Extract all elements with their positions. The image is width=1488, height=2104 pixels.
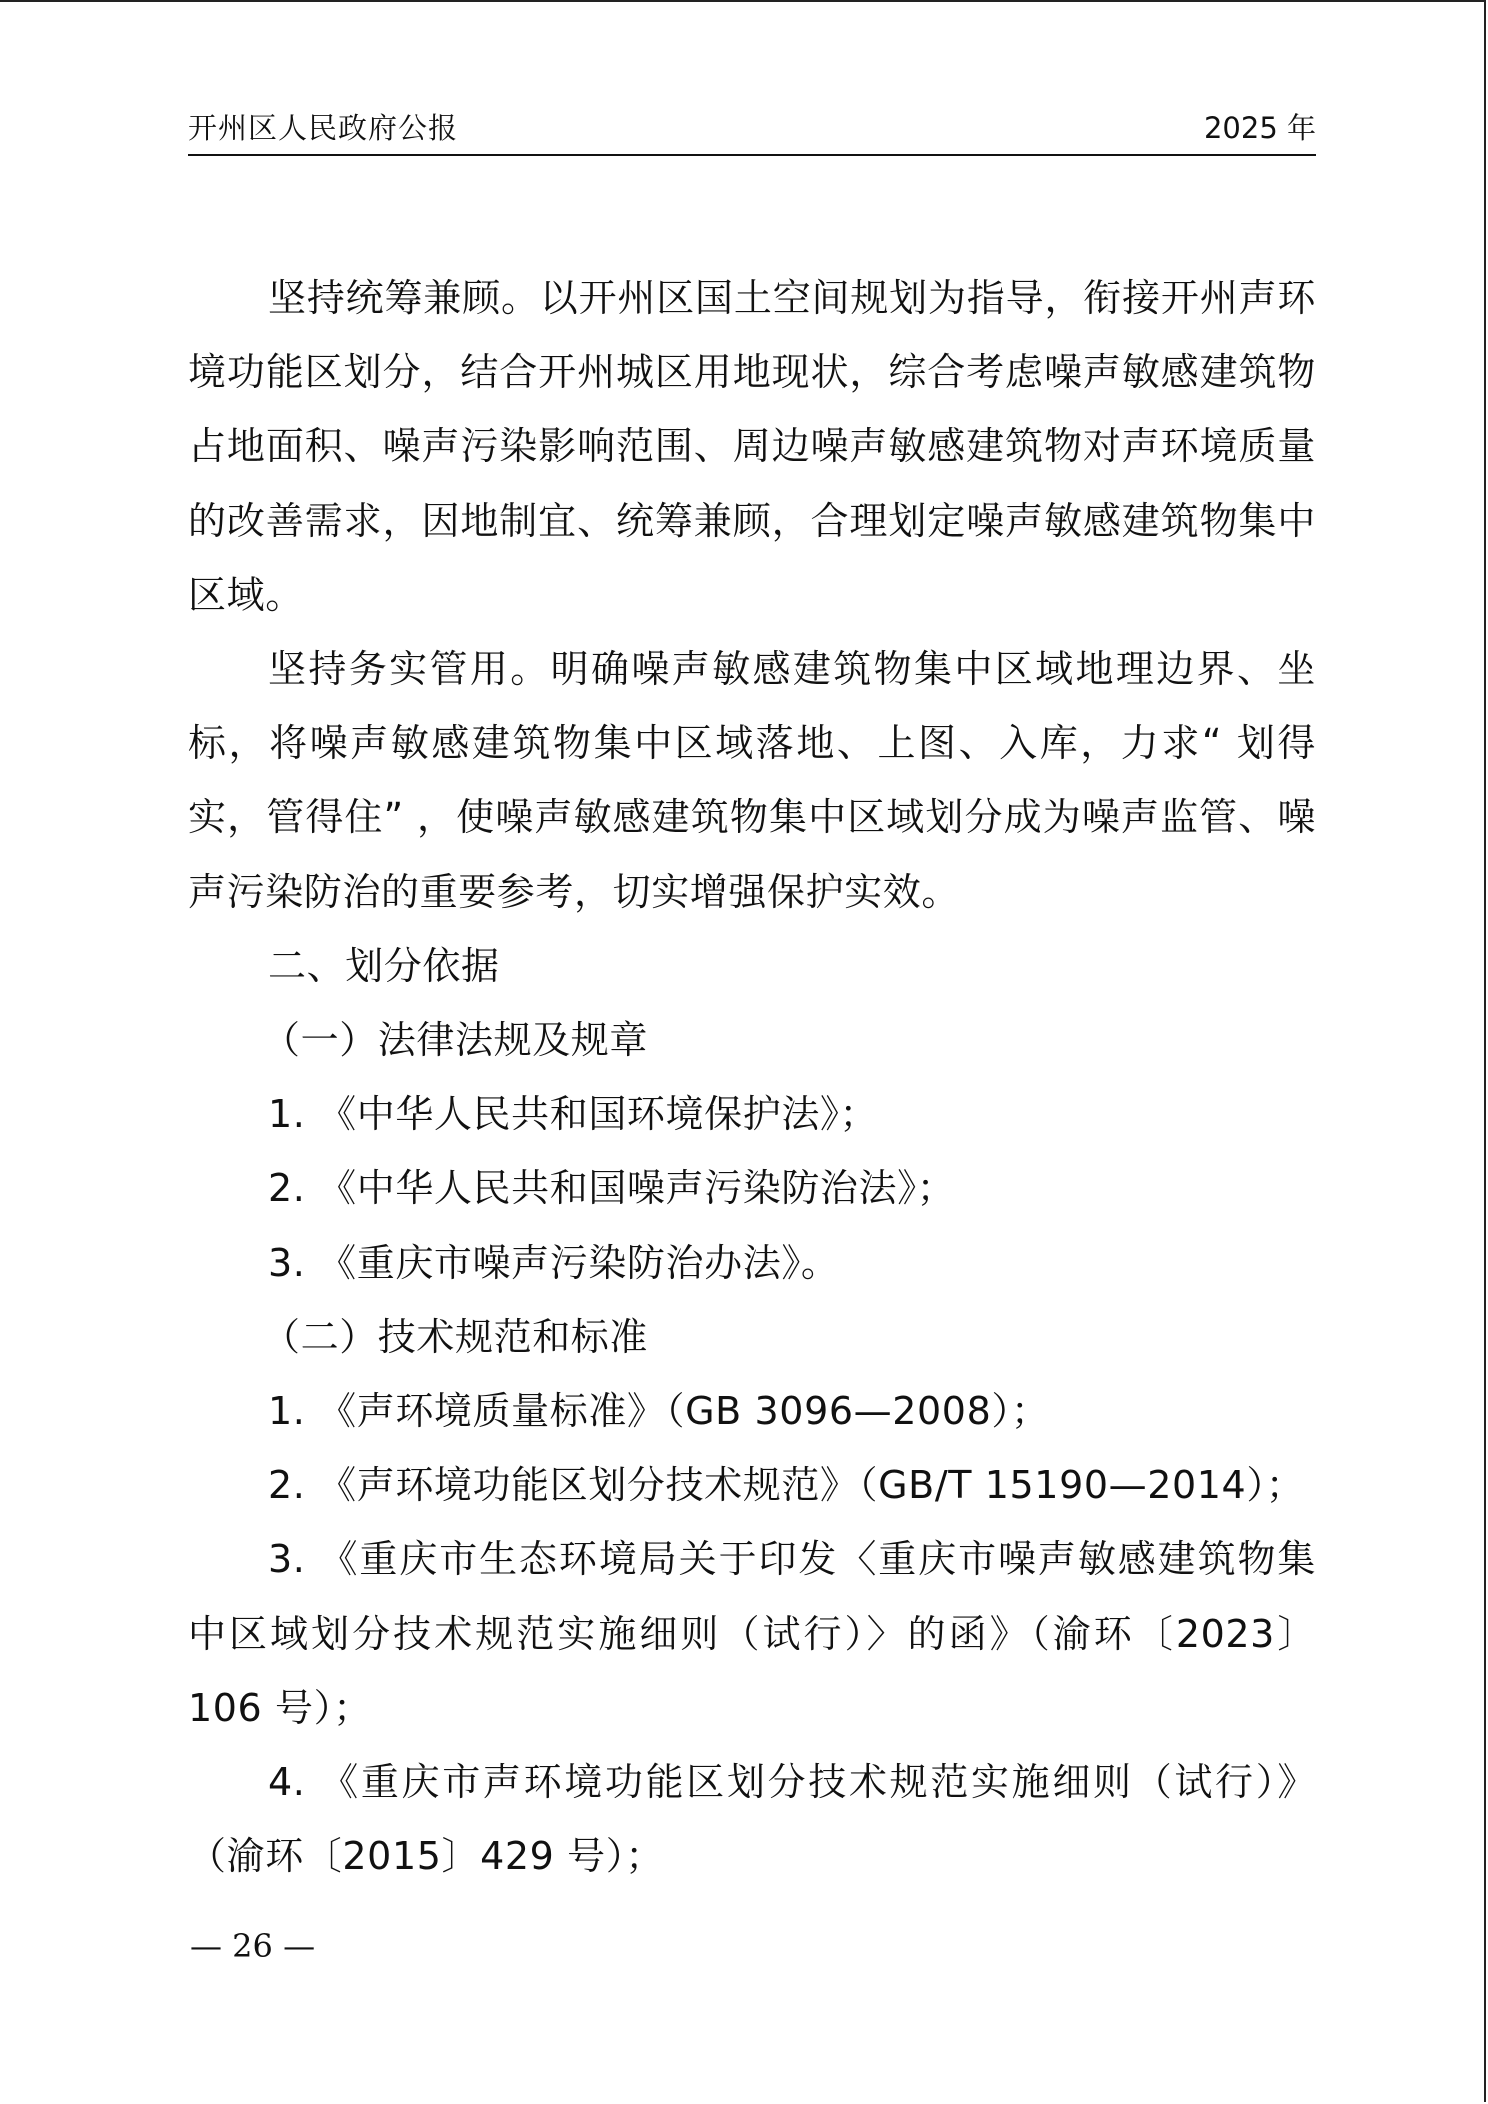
paragraph-practical-use: 坚持务实管用。明确噪声敏感建筑物集中区域地理边界、坐标，将噪声敏感建筑物集中区域落地、上图、入库，力求“ 划得实，管得住” ，使噪声敏感建筑物集中区域划分成为噪声监管、噪声污染防治的重要参考，切实增强保护实效。 [188, 647, 1316, 914]
page-number: — 26 — [190, 1927, 316, 1965]
list-item-standard-3: 3. 《重庆市生态环境局关于印发〈重庆市噪声敏感建筑物集中区域划分技术规范实施细则（试行）〉的函》（渝环〔2023〕106 号）； [188, 1537, 1316, 1730]
list-item-law-3: 3. 《重庆市噪声污染防治办法》。 [268, 1240, 840, 1285]
document-body [188, 261, 1316, 1893]
subsection-heading-laws: （一）法律法规及规章 [262, 1018, 649, 1063]
subsection-heading-standards: （二）技术规范和标准 [262, 1314, 649, 1359]
list-item-law-2: 2. 《中华人民共和国噪声污染防治法》； [268, 1166, 956, 1211]
list-item-standard-2: 2. 《声环境功能区划分技术规范》（GB/T 15190—2014）； [268, 1463, 1305, 1508]
section-heading-basis: 二、划分依据 [268, 943, 500, 988]
list-item-standard-4: 4. 《重庆市声环境功能区划分技术规范实施细则（试行）》（渝环〔2015〕429 号）； [188, 1760, 1316, 1879]
page-header [188, 110, 1316, 156]
list-item-law-1: 1. 《中华人民共和国环境保护法》； [268, 1092, 879, 1137]
bulletin-year: 2025 年 [1203, 111, 1316, 145]
list-item-standard-1: 1. 《声环境质量标准》（GB 3096—2008）； [268, 1389, 1050, 1434]
bulletin-title: 开州区人民政府公报 [188, 111, 459, 145]
paragraph-overall-planning: 坚持统筹兼顾。以开州区国土空间规划为指导，衔接开州声环境功能区划分，结合开州城区用地现状，综合考虑噪声敏感建筑物占地面积、噪声污染影响范围、周边噪声敏感建筑物对声环境质量的改善需求，因地制宜、统筹兼顾，合理划定噪声敏感建筑物集中区域。 [188, 276, 1316, 617]
